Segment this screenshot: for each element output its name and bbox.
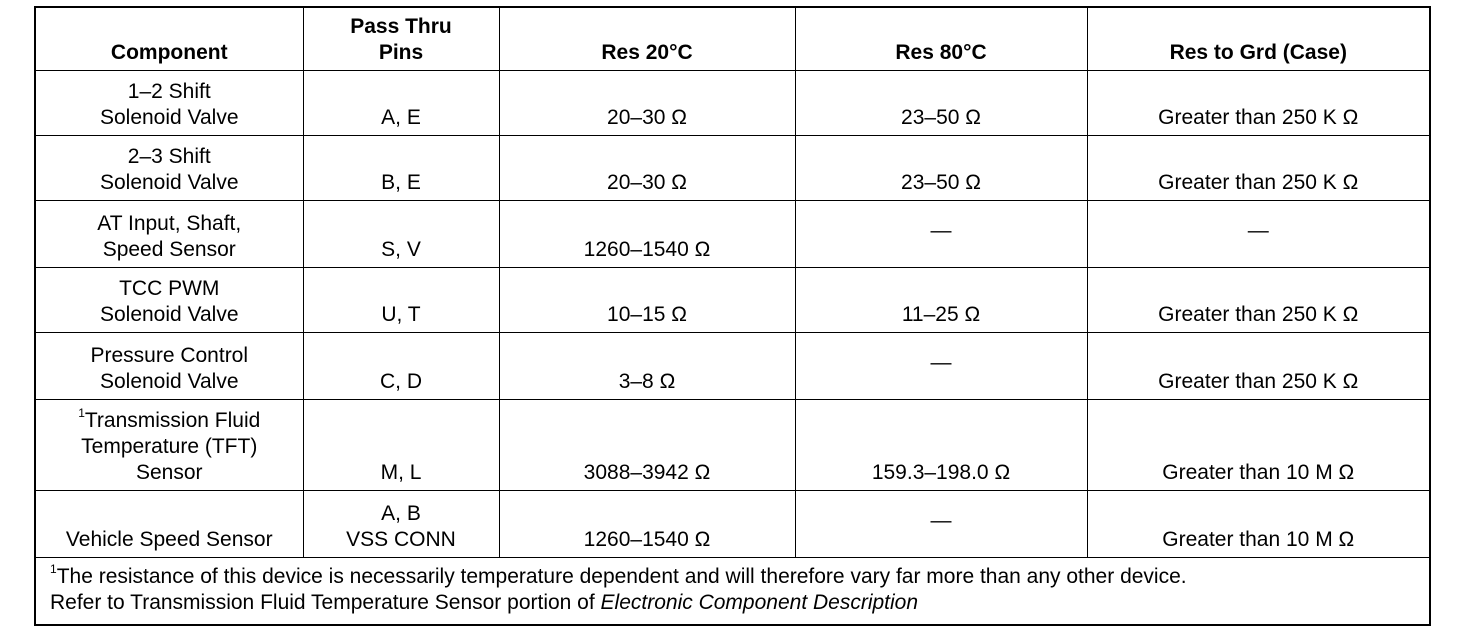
res-80c-cell: 23–50 Ω <box>795 71 1087 136</box>
pins-cell: B, E <box>303 136 499 201</box>
resistance-table <box>34 6 1431 626</box>
component-name-line: AT Input, Shaft, <box>97 212 242 235</box>
res-20c-cell: 1260–1540 Ω <box>499 201 795 268</box>
pins-cell: C, D <box>303 333 499 400</box>
component-name-line: TCC PWM <box>119 277 220 300</box>
header-res-80c: Res 80°C <box>795 7 1087 71</box>
table-row <box>35 268 1430 333</box>
res-80c-cell: 11–25 Ω <box>795 268 1087 333</box>
footnote-mark: 1 <box>78 406 85 420</box>
res-to-ground-cell: Greater than 250 K Ω <box>1087 136 1430 201</box>
table-row <box>35 400 1430 491</box>
component-cell <box>35 268 303 333</box>
component-name-line: Sensor <box>135 461 203 484</box>
component-name-line: Solenoid Valve <box>99 106 239 129</box>
component-cell <box>35 71 303 136</box>
header-res-to-ground: Res to Grd (Case) <box>1087 7 1430 71</box>
footnote-text-prefix: Refer to Transmission Fluid Temperature Sensor portion of <box>50 591 601 614</box>
footnote-text-italic: Electronic Component Description <box>600 591 919 614</box>
component-name-line: Solenoid Valve <box>99 171 239 194</box>
header-pass-thru-pins <box>303 7 499 71</box>
component-name-text: Transmission Fluid <box>84 409 261 432</box>
pins-cell: A, E <box>303 71 499 136</box>
res-20c-cell: 20–30 Ω <box>499 71 795 136</box>
footnote-cell <box>35 558 1430 626</box>
footnote-line2 <box>50 590 1415 616</box>
table-row <box>35 136 1430 201</box>
header-row <box>35 7 1430 71</box>
res-80c-cell: 159.3–198.0 Ω <box>795 400 1087 491</box>
header-pins-line1: Pass Thru <box>350 15 452 38</box>
component-name-line: 2–3 Shift <box>127 145 211 168</box>
pins-cell: U, T <box>303 268 499 333</box>
table-row <box>35 201 1430 268</box>
footnote-text: The resistance of this device is necessarily temperature dependent and will therefore vary far more than any other device. <box>56 565 1187 588</box>
footnote-mark: 1 <box>50 562 57 576</box>
header-res-20c: Res 20°C <box>499 7 795 71</box>
component-name-line: Speed Sensor <box>102 238 236 261</box>
res-to-ground-cell: Greater than 250 K Ω <box>1087 71 1430 136</box>
footnote-line1 <box>50 564 1415 590</box>
footnote-row <box>35 558 1430 626</box>
pins-line: A, B <box>381 502 421 525</box>
component-name-line: Pressure Control <box>90 344 249 367</box>
pins-cell <box>303 491 499 558</box>
res-20c-cell: 3–8 Ω <box>499 333 795 400</box>
header-component: Component <box>35 7 303 71</box>
component-name-line <box>40 408 299 434</box>
header-pins-line2: Pins <box>378 41 424 64</box>
component-name-line: Solenoid Valve <box>99 303 239 326</box>
pins-cell: S, V <box>303 201 499 268</box>
res-to-ground-cell: — <box>1087 201 1430 268</box>
component-name-line: Temperature (TFT) <box>81 435 258 458</box>
component-cell <box>35 136 303 201</box>
component-cell: Vehicle Speed Sensor <box>35 491 303 558</box>
table-row <box>35 491 1430 558</box>
table-row <box>35 333 1430 400</box>
res-to-ground-cell: Greater than 250 K Ω <box>1087 268 1430 333</box>
res-20c-cell: 10–15 Ω <box>499 268 795 333</box>
res-80c-cell: 23–50 Ω <box>795 136 1087 201</box>
component-cell <box>35 333 303 400</box>
res-80c-cell: — <box>795 201 1087 268</box>
res-to-ground-cell: Greater than 10 M Ω <box>1087 400 1430 491</box>
resistance-table-container <box>34 6 1429 614</box>
res-80c-cell: — <box>795 491 1087 558</box>
table-row <box>35 71 1430 136</box>
res-20c-cell: 1260–1540 Ω <box>499 491 795 558</box>
res-80c-cell: — <box>795 333 1087 400</box>
component-name-line: Solenoid Valve <box>99 370 239 393</box>
component-cell <box>35 400 303 491</box>
res-to-ground-cell: Greater than 10 M Ω <box>1087 491 1430 558</box>
component-name-line: 1–2 Shift <box>127 80 211 103</box>
component-cell <box>35 201 303 268</box>
res-20c-cell: 3088–3942 Ω <box>499 400 795 491</box>
res-20c-cell: 20–30 Ω <box>499 136 795 201</box>
pins-cell: M, L <box>303 400 499 491</box>
res-to-ground-cell: Greater than 250 K Ω <box>1087 333 1430 400</box>
pins-line: VSS CONN <box>346 528 456 551</box>
